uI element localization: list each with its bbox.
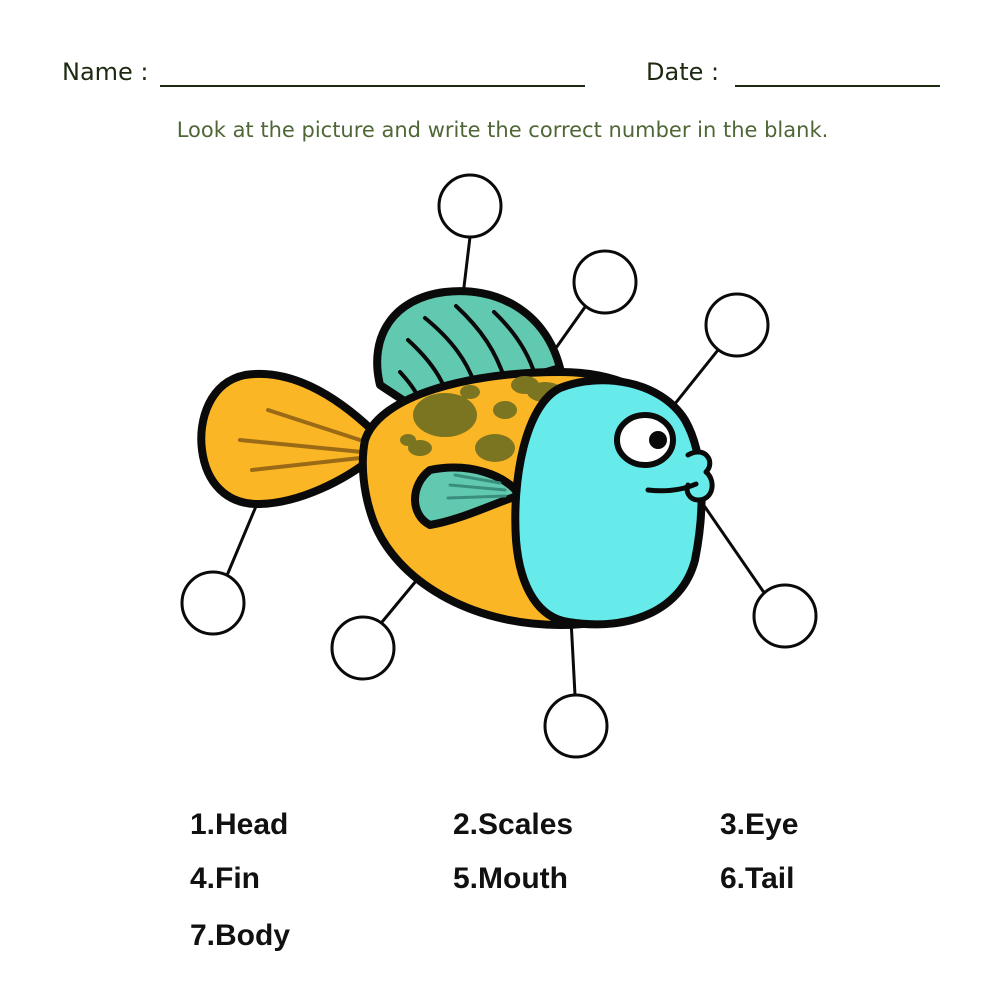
- word-bank-item: 3.Eye: [720, 808, 799, 841]
- date-label: Date :: [646, 58, 720, 86]
- instruction-text: Look at the picture and write the correct number in the blank.: [176, 118, 829, 142]
- word-bank-item: 1.Head: [190, 808, 289, 841]
- word-bank-item: 4.Fin: [190, 862, 261, 895]
- word-bank-item: 2.Scales: [453, 808, 574, 841]
- word-bank-item: 5.Mouth: [453, 862, 568, 895]
- name-label: Name :: [62, 58, 149, 86]
- word-bank-item: 7.Body: [190, 919, 291, 952]
- word-bank-item: 6.Tail: [720, 862, 795, 895]
